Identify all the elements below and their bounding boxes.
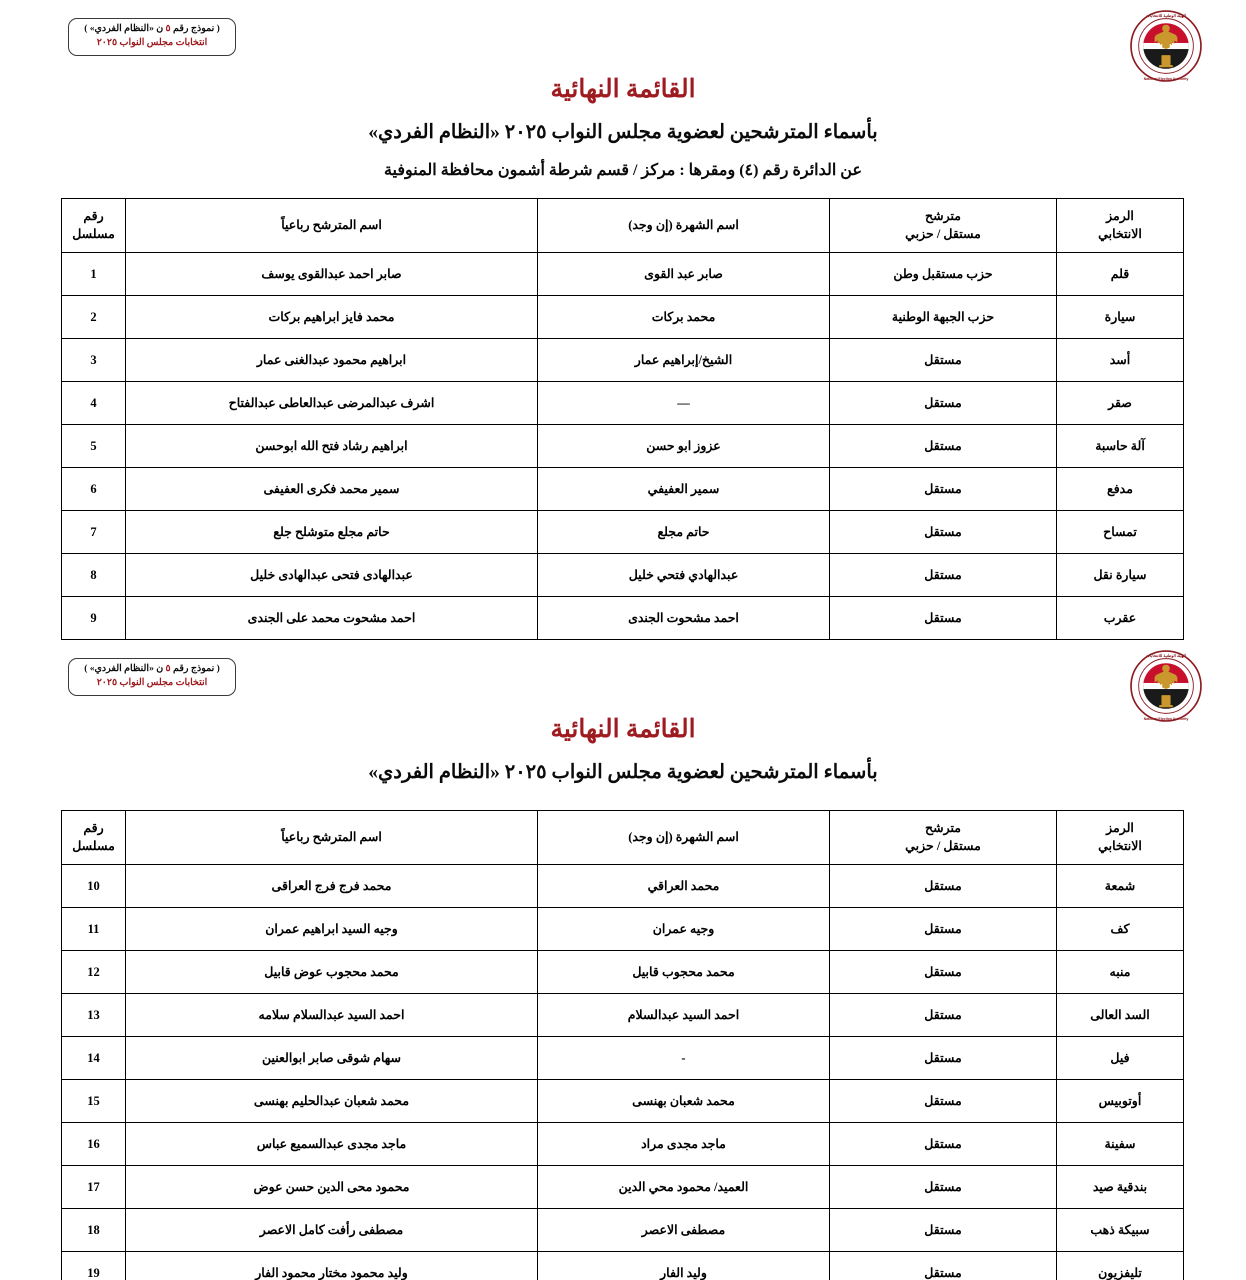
cell-serial: 7 <box>62 511 126 554</box>
table-row <box>62 296 1184 339</box>
cell-serial: 6 <box>62 468 126 511</box>
cell-party: مستقل <box>830 339 1057 382</box>
cell-nickname: وليد الفار <box>538 1252 830 1280</box>
candidates-table-wrap-2 <box>0 810 1246 1280</box>
cell-serial: 2 <box>62 296 126 339</box>
cell-fullname: مصطفى رأفت كامل الاعصر <box>126 1209 538 1252</box>
page-title-main-1: القائمة النهائية <box>550 76 696 103</box>
cell-serial: 3 <box>62 339 126 382</box>
svg-text:National Election Authority: National Election Authority <box>1143 77 1189 82</box>
cell-nickname: محمد العراقي <box>538 865 830 908</box>
cell-nickname: - <box>538 1037 830 1080</box>
svg-text:National Election Authority: National Election Authority <box>1143 717 1189 722</box>
cell-symbol: قلم <box>1057 253 1184 296</box>
svg-text:الهيئة الوطنية للانتخابات: الهيئة الوطنية للانتخابات <box>1146 13 1186 19</box>
cell-fullname: حاتم مجلع متوشلح جلع <box>126 511 538 554</box>
cell-nickname: محمد بركات <box>538 296 830 339</box>
cell-symbol: منبه <box>1057 951 1184 994</box>
table-row <box>62 597 1184 640</box>
cell-party: مستقل <box>830 1123 1057 1166</box>
cell-serial: 17 <box>62 1166 126 1209</box>
cell-party: مستقل <box>830 468 1057 511</box>
form-badge-number: ٥ <box>165 24 171 34</box>
cell-party: مستقل <box>830 554 1057 597</box>
candidates-table-1 <box>61 198 1184 640</box>
cell-nickname: صابر عبد القوى <box>538 253 830 296</box>
cell-fullname: محمد محجوب عوض قابيل <box>126 951 538 994</box>
cell-fullname: احمد مشحوت محمد على الجندى <box>126 597 538 640</box>
form-number-badge-2 <box>68 658 236 696</box>
form-badge-suffix: ن «النظام الفردي» ) <box>84 24 166 34</box>
table-row <box>62 1037 1184 1080</box>
cell-nickname: حاتم مجلع <box>538 511 830 554</box>
cell-party: مستقل <box>830 425 1057 468</box>
table-row <box>62 382 1184 425</box>
cell-party: مستقل <box>830 865 1057 908</box>
national-election-authority-seal-icon <box>1128 8 1204 84</box>
cell-serial: 11 <box>62 908 126 951</box>
cell-nickname: عزوز ابو حسن <box>538 425 830 468</box>
form-badge-suffix: ن «النظام الفردي» ) <box>84 664 166 674</box>
cell-serial: 4 <box>62 382 126 425</box>
page-district-line-1: عن الدائرة رقم (٤) ومقرها : مركز / قسم شرطة أشمون محافظة المنوفية <box>383 162 863 180</box>
cell-nickname: — <box>538 382 830 425</box>
cell-nickname: ماجد مجدى مراد <box>538 1123 830 1166</box>
table-row <box>62 1252 1184 1280</box>
cell-nickname: العميد/ محمود محي الدين <box>538 1166 830 1209</box>
column-header-serial <box>62 811 126 865</box>
cell-party: مستقل <box>830 382 1057 425</box>
cell-serial: 19 <box>62 1252 126 1280</box>
table-body-2 <box>62 865 1184 1280</box>
cell-party: مستقل <box>830 908 1057 951</box>
table-row <box>62 951 1184 994</box>
column-header-serial-line2: مسلسل <box>72 838 115 853</box>
cell-nickname: سمير العفيفي <box>538 468 830 511</box>
table-row <box>62 908 1184 951</box>
form-badge-prefix: ( نموذج رقم <box>170 664 220 674</box>
cell-party: حزب الجبهة الوطنية <box>830 296 1057 339</box>
cell-serial: 18 <box>62 1209 126 1252</box>
cell-fullname: محمود محى الدين حسن عوض <box>126 1166 538 1209</box>
cell-symbol: تمساح <box>1057 511 1184 554</box>
cell-symbol: بندقية صيد <box>1057 1166 1184 1209</box>
cell-serial: 14 <box>62 1037 126 1080</box>
cell-fullname: سمير محمد فكرى العفيفى <box>126 468 538 511</box>
table-row <box>62 554 1184 597</box>
cell-fullname: ابراهيم رشاد فتح الله ابوحسن <box>126 425 538 468</box>
cell-nickname: محمد شعبان بهنسى <box>538 1080 830 1123</box>
table-header-row-1 <box>62 199 1184 253</box>
page-header-2 <box>0 640 1246 722</box>
table-row <box>62 1166 1184 1209</box>
cell-party: مستقل <box>830 1037 1057 1080</box>
column-header-symbol-line1: الرمز <box>1106 208 1134 223</box>
column-header-symbol-line2: الانتخابي <box>1098 226 1142 241</box>
form-badge-number: ٥ <box>165 664 171 674</box>
cell-serial: 15 <box>62 1080 126 1123</box>
column-header-nickname: اسم الشهرة (إن وجد) <box>538 199 830 253</box>
cell-nickname: احمد مشحوت الجندى <box>538 597 830 640</box>
cell-nickname: الشيخ/إبراهيم عمار <box>538 339 830 382</box>
cell-serial: 8 <box>62 554 126 597</box>
table-row <box>62 339 1184 382</box>
national-election-authority-seal-icon <box>1128 648 1204 724</box>
form-badge-line-1 <box>75 663 229 676</box>
cell-party: مستقل <box>830 1252 1057 1280</box>
table-row <box>62 425 1184 468</box>
table-row <box>62 468 1184 511</box>
cell-fullname: سهام شوقى صابر ابوالعنين <box>126 1037 538 1080</box>
page-title-sub-1: بأسماء المترشحين لعضوية مجلس النواب ٢٠٢٥ «النظام الفردي» <box>368 122 878 143</box>
table-row <box>62 1123 1184 1166</box>
cell-symbol: سيارة <box>1057 296 1184 339</box>
column-header-serial <box>62 199 126 253</box>
cell-party: مستقل <box>830 597 1057 640</box>
form-badge-line-2: انتخابات مجلس النواب ٢٠٢٥ <box>96 38 208 49</box>
cell-symbol: مدفع <box>1057 468 1184 511</box>
cell-nickname: عبدالهادي فتحي خليل <box>538 554 830 597</box>
cell-nickname: وجيه عمران <box>538 908 830 951</box>
column-header-symbol <box>1057 811 1184 865</box>
cell-fullname: وجيه السيد ابراهيم عمران <box>126 908 538 951</box>
column-header-party <box>830 199 1057 253</box>
column-header-nickname: اسم الشهرة (إن وجد) <box>538 811 830 865</box>
cell-symbol: شمعة <box>1057 865 1184 908</box>
cell-fullname: عبدالهادى فتحى عبدالهادى خليل <box>126 554 538 597</box>
form-number-badge-1 <box>68 18 236 56</box>
cell-symbol: السد العالى <box>1057 994 1184 1037</box>
cell-fullname: صابر احمد عبدالقوى يوسف <box>126 253 538 296</box>
page-title-sub-2: بأسماء المترشحين لعضوية مجلس النواب ٢٠٢٥ «النظام الفردي» <box>368 762 878 783</box>
cell-party: مستقل <box>830 511 1057 554</box>
cell-symbol: كف <box>1057 908 1184 951</box>
form-badge-prefix: ( نموذج رقم <box>170 24 220 34</box>
column-header-symbol-line2: الانتخابي <box>1098 838 1142 853</box>
column-header-symbol <box>1057 199 1184 253</box>
cell-symbol: تليفزيون <box>1057 1252 1184 1280</box>
table-row <box>62 1209 1184 1252</box>
cell-fullname: احمد السيد عبدالسلام سلامه <box>126 994 538 1037</box>
cell-symbol: صقر <box>1057 382 1184 425</box>
cell-fullname: محمد فايز ابراهيم بركات <box>126 296 538 339</box>
column-header-party-line2: مستقل / حزبي <box>905 838 981 853</box>
cell-party: مستقل <box>830 1209 1057 1252</box>
cell-fullname: وليد محمود مختار محمود الفار <box>126 1252 538 1280</box>
cell-symbol: آلة حاسبة <box>1057 425 1184 468</box>
candidates-table-2 <box>61 810 1184 1280</box>
column-header-fullname: اسم المترشح رباعياً <box>126 199 538 253</box>
form-badge-line-1 <box>75 23 229 36</box>
cell-serial: 16 <box>62 1123 126 1166</box>
page-title-main-2: القائمة النهائية <box>550 716 696 743</box>
cell-symbol: عقرب <box>1057 597 1184 640</box>
table-row <box>62 994 1184 1037</box>
cell-fullname: ماجد مجدى عبدالسميع عباس <box>126 1123 538 1166</box>
svg-text:الهيئة الوطنية للانتخابات: الهيئة الوطنية للانتخابات <box>1146 653 1186 659</box>
cell-fullname: اشرف عبدالمرضى عبدالعاطى عبدالفتاح <box>126 382 538 425</box>
column-header-symbol-line1: الرمز <box>1106 820 1134 835</box>
column-header-fullname: اسم المترشح رباعياً <box>126 811 538 865</box>
column-header-serial-line1: رقم <box>83 208 104 223</box>
cell-symbol: فيل <box>1057 1037 1184 1080</box>
form-badge-line-2: انتخابات مجلس النواب ٢٠٢٥ <box>96 678 208 689</box>
cell-nickname: محمد محجوب قابيل <box>538 951 830 994</box>
table-row <box>62 1080 1184 1123</box>
document-page-2 <box>0 640 1246 1280</box>
cell-serial: 10 <box>62 865 126 908</box>
cell-serial: 1 <box>62 253 126 296</box>
cell-serial: 5 <box>62 425 126 468</box>
column-header-party <box>830 811 1057 865</box>
cell-party: مستقل <box>830 1166 1057 1209</box>
table-row <box>62 511 1184 554</box>
cell-party: مستقل <box>830 951 1057 994</box>
cell-party: حزب مستقبل وطن <box>830 253 1057 296</box>
cell-symbol: أوتوبيس <box>1057 1080 1184 1123</box>
cell-serial: 9 <box>62 597 126 640</box>
column-header-party-line1: مترشح <box>925 208 961 223</box>
column-header-serial-line1: رقم <box>83 820 104 835</box>
column-header-party-line2: مستقل / حزبي <box>905 226 981 241</box>
cell-fullname: محمد شعبان عبدالحليم بهنسى <box>126 1080 538 1123</box>
column-header-serial-line2: مسلسل <box>72 226 115 241</box>
page-header-1 <box>0 0 1246 82</box>
table-header-row-2 <box>62 811 1184 865</box>
cell-symbol: سبيكة ذهب <box>1057 1209 1184 1252</box>
candidates-table-wrap-1 <box>0 198 1246 640</box>
table-row <box>62 865 1184 908</box>
cell-nickname: مصطفى الاعصر <box>538 1209 830 1252</box>
cell-serial: 12 <box>62 951 126 994</box>
cell-nickname: احمد السيد عبدالسلام <box>538 994 830 1037</box>
cell-party: مستقل <box>830 994 1057 1037</box>
cell-symbol: سفينة <box>1057 1123 1184 1166</box>
table-row <box>62 253 1184 296</box>
table-body-1 <box>62 253 1184 640</box>
cell-party: مستقل <box>830 1080 1057 1123</box>
cell-symbol: سيارة نقل <box>1057 554 1184 597</box>
cell-serial: 13 <box>62 994 126 1037</box>
cell-fullname: محمد فرج فرج العراقى <box>126 865 538 908</box>
cell-symbol: أسد <box>1057 339 1184 382</box>
column-header-party-line1: مترشح <box>925 820 961 835</box>
cell-fullname: ابراهيم محمود عبدالغنى عمار <box>126 339 538 382</box>
